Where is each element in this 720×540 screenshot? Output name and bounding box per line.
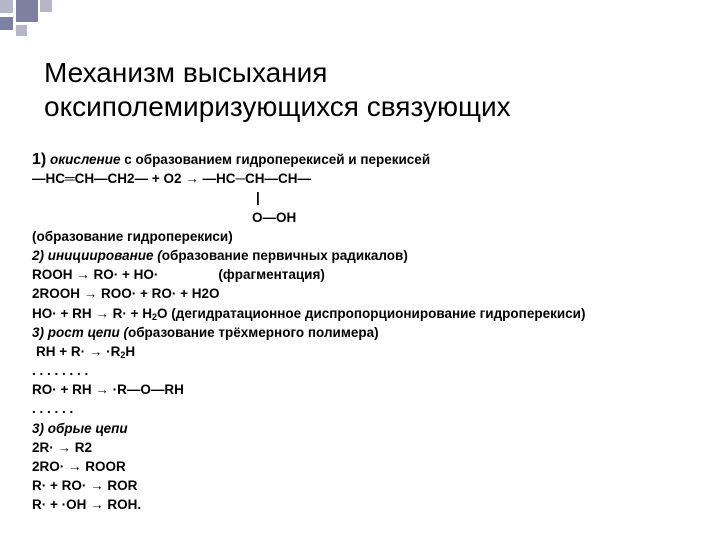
deco-square <box>16 0 38 22</box>
hydroperoxide-group <box>32 208 585 227</box>
reaction-line: 2ROOH → ROO· + RO· + H2O <box>32 286 220 302</box>
reaction-line: RO· + RH → ·R—O—RH <box>32 382 184 398</box>
reaction-line: R· + RO· → ROR <box>32 478 138 494</box>
subscript: 2 <box>120 349 126 360</box>
step-title: 2) инициирование ( <box>32 247 162 263</box>
ellipsis-line: . . . . . . <box>32 401 74 417</box>
step-title: 3) рост цепи ( <box>32 324 128 340</box>
deco-square <box>16 25 27 36</box>
termination-heading: 3) обрые цепи <box>32 420 128 436</box>
reaction-part: RH + R· → ·R <box>36 343 121 359</box>
step-description: с образованием гидроперекисей и перекисей <box>120 152 431 167</box>
dehydration-line <box>32 304 585 323</box>
title-line-2: оксиполемиризующихся связующих <box>44 91 511 122</box>
step-description: образование первичных радикалов) <box>161 247 408 263</box>
bond-line <box>32 188 585 207</box>
deco-square <box>40 0 52 12</box>
deco-square <box>0 17 13 30</box>
reaction-note: (фрагментация) <box>218 267 325 283</box>
title-line-1: Механизм высыхания <box>44 57 328 88</box>
step-number: 1) <box>32 151 47 168</box>
reaction-line: 2RO· → ROOR <box>32 459 126 474</box>
slide-title <box>44 56 511 124</box>
oxidation-heading <box>32 150 585 169</box>
fragmentation-line <box>32 265 585 284</box>
bond-symbol: | <box>256 190 260 206</box>
slide-body <box>32 150 585 515</box>
hydroperoxide-formula: O—OH <box>252 209 297 225</box>
deco-square <box>0 0 13 13</box>
reaction-part: HO· + RH → R· + H <box>32 305 153 321</box>
hydroperoxide-note: (образование гидроперекиси) <box>32 228 233 244</box>
reaction-part: O (дегидратационное диспропорционирование гидроперекиси) <box>157 305 586 321</box>
propagation-heading <box>32 323 585 342</box>
reaction-formula: ROOH → RO· + HO· <box>32 267 159 283</box>
reaction-line <box>32 342 585 361</box>
reaction-line: —HC═CH—CH2— + O2 → —HC─CH—CH— <box>32 171 312 187</box>
subscript: 2 <box>152 311 158 322</box>
reaction-line: 2R· → R2 <box>32 439 93 455</box>
step-title: окисление <box>46 152 121 167</box>
ellipsis-line: . . . . . . . . <box>32 363 89 379</box>
initiation-heading <box>32 246 585 265</box>
reaction-part: H <box>125 343 136 359</box>
corner-decoration <box>0 0 60 46</box>
step-description: образование трёхмерного полимера) <box>127 324 379 340</box>
reaction-line: R· + ·OH → ROH. <box>32 497 142 513</box>
